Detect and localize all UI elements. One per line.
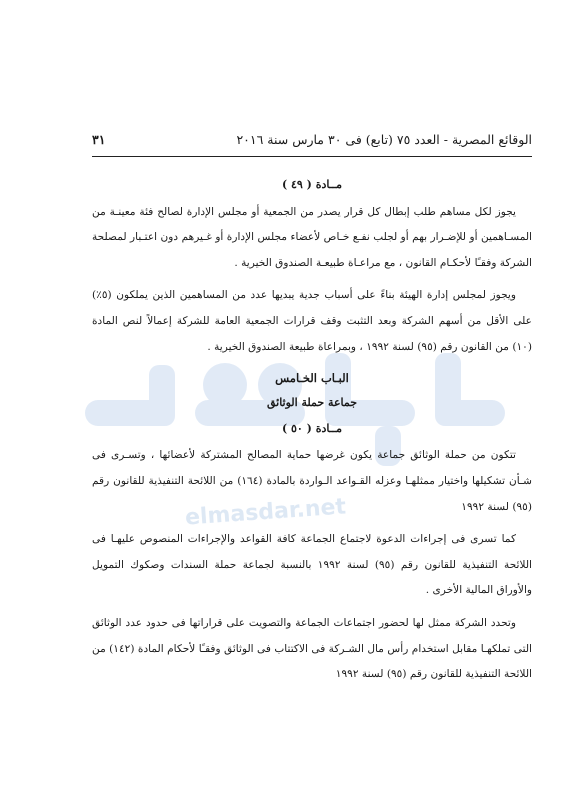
article-heading: مــادة ( ٤٩ ) [281, 178, 343, 191]
document-body [92, 170, 532, 688]
page-number: ٣١ [92, 132, 106, 147]
paragraph: ويجوز لمجلس إدارة الهيئة بناءً على أسباب جدية يبديها عدد من المساهمين الذين يملكون (٥٪) على الأقل من أسهم الشركة وبعد التثبت وقف قرارات الجمعية العامة للشركة إعمالاً لنص المادة (١٠) من القانون رقم (٩٥) لسنة ١٩٩٢ ، وبمراعاة طبيعة الصندوق الخيرية . [92, 289, 532, 353]
chapter-heading: البـاب الخـامس [275, 371, 349, 386]
article-heading: مــادة ( ٥٠ ) [281, 421, 343, 435]
paragraph: تتكون من حملة الوثائق جماعة يكون غرضها حماية المصالح المشتركة لأعضائها ، وتسـرى فى شـأن تشكيلها واختيار ممثلهـا وعزله القـواعد الـواردة بالمادة (١٦٤) من اللائحة التنفيذية للقانون رقم (٩٥) لسنة ١٩٩٢ [92, 449, 533, 513]
paragraph: وتحدد الشركة ممثل لها لحضور اجتماعات الجماعة والتصويت على قراراتها فى حدود عدد الوثائق التى تملكهـا مقابل استخدام رأس مال الشـركة فى الاكتتاب فى الوثائق وفقـًا لأحكام المادة (١٤٢) من اللائحة التنفيذية للقانون رقم (٩٥) لسنة ١٩٩٢ [92, 616, 532, 681]
page-header [92, 132, 532, 152]
header-rule [92, 156, 532, 157]
header-title: الوقائع المصرية - العدد ٧٥ (تابع) فى ٣٠ مارس سنة ٢٠١٦ [236, 132, 532, 147]
chapter-subheading: جماعة حملة الوثائق [266, 395, 358, 409]
watermark-url: elmasdar.net [184, 494, 347, 531]
paragraph: يجوز لكل مساهم طلب إبطال كل قرار يصدر من الجمعية أو مجلس الإدارة لصالح فئة معينـة من المسـاهمين أو للإضـرار بهم أو لجلب نفـع خـاص لأعضاء مجلس الإدارة أو غـيرهم دون اعتـبار لمصلحة الشركة وفقـًا لأحكـام القانون ، مع مراعـاة طبيعـة الصندوق الخيرية . [92, 205, 532, 269]
paragraph: كما تسرى فى إجراءات الدعوة لاجتماع الجماعة كافة القواعد والإجراءات المنصوص عليهـا فى اللائحة التنفيذية للقانون رقم (٩٥) لسنة ١٩٩٢ بالنسبة لجماعة حملة السندات وصكوك التمويل والأوراق المالية الأخرى . [92, 533, 532, 597]
